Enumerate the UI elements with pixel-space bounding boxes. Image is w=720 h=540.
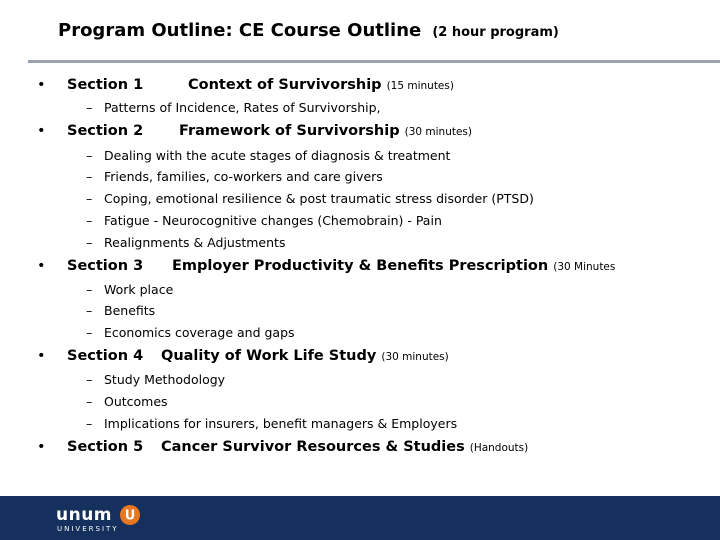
- list-item-text: Dealing with the acute stages of diagnosis & treatment: [104, 148, 451, 163]
- dash-icon: –: [86, 100, 93, 115]
- dash-icon: –: [86, 416, 93, 431]
- section-duration: (Handouts): [469, 442, 529, 454]
- section-4-item: [86, 394, 168, 409]
- section-2-item: [86, 213, 442, 228]
- page-title: Program Outline: CE Course Outline: [58, 20, 422, 41]
- dash-icon: –: [86, 148, 93, 163]
- section-title: Context of Survivorship: [188, 77, 382, 93]
- list-item-text: Coping, emotional resilience & post traumatic stress disorder (PTSD): [104, 191, 534, 206]
- section-1-item: [86, 100, 381, 115]
- section-4-item: [86, 372, 225, 387]
- list-item-text: Study Methodology: [104, 372, 226, 387]
- section-duration: (15 minutes): [386, 80, 454, 92]
- section-duration: (30 minutes): [381, 351, 449, 363]
- section-2-heading: [37, 123, 472, 139]
- dash-icon: –: [86, 394, 93, 409]
- bullet-icon: •: [37, 258, 46, 274]
- list-item-text: Benefits: [104, 303, 156, 318]
- dash-icon: –: [86, 169, 93, 184]
- section-2-item: [86, 191, 534, 206]
- logo-badge-letter: U: [124, 508, 136, 524]
- section-2-item: [86, 169, 383, 184]
- list-item-text: Work place: [104, 282, 174, 297]
- dash-icon: –: [86, 303, 93, 318]
- section-title: Cancer Survivor Resources & Studies: [161, 439, 465, 455]
- section-title: Employer Productivity & Benefits Prescription: [172, 258, 549, 274]
- section-3-item: [86, 303, 155, 318]
- list-item-text: Fatigue - Neurocognitive changes (Chemobrain) - Pain: [104, 213, 442, 228]
- section-3-item: [86, 282, 173, 297]
- section-title: Quality of Work Life Study: [161, 348, 377, 364]
- section-label: Section 2: [67, 123, 144, 139]
- section-1-heading: [37, 77, 454, 93]
- bullet-icon: •: [37, 348, 46, 364]
- unum-university-logo: [56, 504, 141, 533]
- section-duration: (30 minutes): [404, 126, 472, 138]
- dash-icon: –: [86, 213, 93, 228]
- dash-icon: –: [86, 372, 93, 387]
- section-3-item: [86, 325, 295, 340]
- title-divider: [28, 60, 720, 63]
- dash-icon: –: [86, 191, 93, 206]
- section-3-heading: [37, 258, 615, 274]
- section-4-heading: [37, 348, 449, 364]
- section-title: Framework of Survivorship: [179, 123, 400, 139]
- logo-badge-icon: [119, 504, 141, 526]
- list-item-text: Economics coverage and gaps: [104, 325, 295, 340]
- bullet-icon: •: [37, 439, 46, 455]
- dash-icon: –: [86, 325, 93, 340]
- logo-wordmark: unum: [56, 505, 113, 525]
- section-4-item: [86, 416, 457, 431]
- bullet-icon: •: [37, 77, 46, 93]
- section-label: Section 4: [67, 348, 144, 364]
- section-duration: (30 Minutes: [553, 261, 616, 273]
- section-label: Section 1: [67, 77, 144, 93]
- logo-subtitle: UNIVERSITY: [57, 525, 119, 533]
- section-5-heading: [37, 439, 528, 455]
- section-2-item: [86, 235, 285, 250]
- dash-icon: –: [86, 235, 93, 250]
- section-2-item: [86, 148, 450, 163]
- title-block: [58, 20, 559, 41]
- list-item-text: Patterns of Incidence, Rates of Survivorship,: [104, 100, 381, 115]
- section-label: Section 3: [67, 258, 144, 274]
- page-title-note: (2 hour program): [432, 25, 559, 40]
- list-item-text: Outcomes: [104, 394, 168, 409]
- section-label: Section 5: [67, 439, 144, 455]
- list-item-text: Friends, families, co-workers and care givers: [104, 169, 383, 184]
- footer-bar: [0, 496, 720, 540]
- bullet-icon: •: [37, 123, 46, 139]
- list-item-text: Realignments & Adjustments: [104, 235, 286, 250]
- list-item-text: Implications for insurers, benefit managers & Employers: [104, 416, 458, 431]
- dash-icon: –: [86, 282, 93, 297]
